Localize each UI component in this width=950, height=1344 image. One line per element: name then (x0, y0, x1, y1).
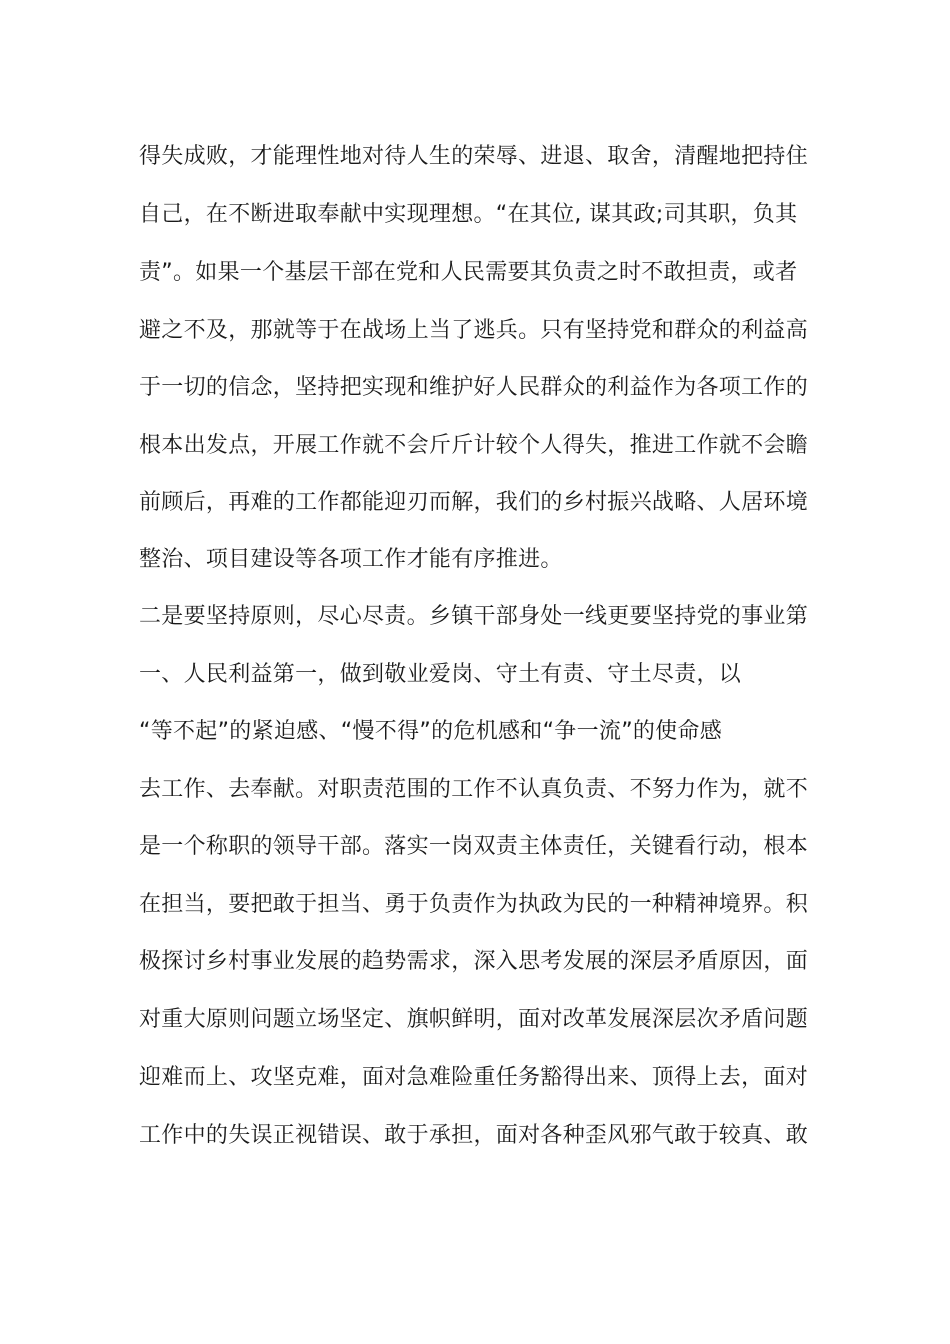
text-line: 责”。如果一个基层干部在党和人民需要其负责之时不敢担责，或者 (139, 260, 798, 285)
text-line: 根本出发点，开展工作就不会斤斤计较个人得失，推进工作就不会瞻 (139, 433, 809, 458)
text-line: “等不起”的紧迫感、“慢不得”的危机感和“争一流”的使命感 (139, 719, 723, 744)
text-line: 工作中的失误正视错误、敢于承担，面对各种歪风邪气敢于较真、敢 (139, 1123, 809, 1148)
text-line: 对重大原则问题立场坚定、旗帜鲜明，面对改革发展深层次矛盾问题 (139, 1007, 809, 1032)
text-line: 极探讨乡村事业发展的趋势需求，深入思考发展的深层矛盾原因，面 (139, 949, 809, 974)
text-line: 得失成败，才能理性地对待人生的荣辱、进退、取舍，清醒地把持住 (139, 144, 809, 169)
text-line: 在担当，要把敢于担当、勇于负责作为执政为民的一种精神境界。积 (139, 892, 809, 917)
text-line: 迎难而上、攻坚克难，面对急难险重任务豁得出来、顶得上去，面对 (139, 1065, 809, 1090)
text-line: 于一切的信念，坚持把实现和维护好人民群众的利益作为各项工作的 (139, 375, 809, 400)
text-line: 前顾后，再难的工作都能迎刃而解，我们的乡村振兴战略、人居环境 (139, 490, 809, 515)
text-line: 二是要坚持原则，尽心尽责。乡镇干部身处一线更要坚持党的事业第 (139, 604, 809, 629)
text-line: 整治、项目建设等各项工作才能有序推进。 (139, 547, 563, 572)
text-line: 自己，在不断进取奉献中实现理想。“在其位, 谋其政;司其职，负其 (139, 202, 798, 227)
text-line: 去工作、去奉献。对职责范围的工作不认真负责、不努力作为，就不 (139, 777, 809, 802)
text-line: 避之不及，那就等于在战场上当了逃兵。只有坚持党和群众的利益高 (139, 318, 809, 343)
text-line: 是一个称职的领导干部。落实一岗双责主体责任，关键看行动，根本 (139, 834, 809, 859)
text-line: 一、人民利益第一，做到敬业爱岗、守土有责、守土尽责，以 (139, 662, 742, 687)
